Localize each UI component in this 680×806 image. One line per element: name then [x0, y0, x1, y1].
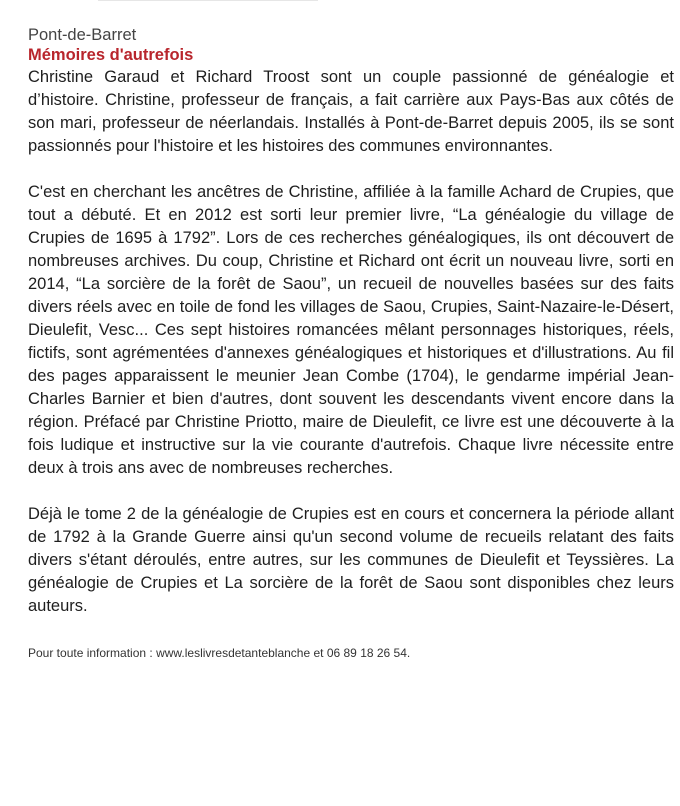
article-title: Mémoires d'autrefois: [28, 46, 194, 64]
contact-footer: Pour toute information : www.leslivresdetanteblanche et 06 89 18 26 54.: [28, 646, 411, 660]
article-paragraph-2: C'est en cherchant les ancêtres de Christine, affiliée à la famille Achard de Crupies, que tout a débuté. Et en 2012 est sorti leur premier livre, “La généalogie du village de Crupies de 1695 à 1792”. Lors de ces recherches généalogiques, ils ont découvert de nombreuses archives. Du coup, Christine et Richard ont écrit un nouveau livre, sorti en 2014, “La sorcière de la forêt de Saou”, un recueil de nouvelles basées sur des faits divers réels avec en toile de fond les villages de Saou, Crupies, Saint-Nazaire-le-Désert, Dieulefit, Vesc... Ces sept histoires romancées mêlant personnages historiques, réels, fictifs, sont agrémentées d'annexes généalogiques et historiques et d'illustrations. Au fil des pages apparaissent le meunier Jean Combe (1704), le gendarme impérial Jean-Charles Barnier et bien d'autres, dont souvent les descendants vivent encore dans la région. Préfacé par Christine Priotto, maire de Dieulefit, ce livre est une découverte à la fois ludique et instructive sur la vie courante d'autrefois. Chaque livre nécessite entre deux à trois ans avec de nombreuses recherches.: [28, 183, 674, 477]
article-paragraph-3: Déjà le tome 2 de la généalogie de Crupies est en cours et concernera la période allant de 1792 à la Grande Guerre ainsi qu'un second volume de recueils relatant des faits divers s'étant déroulés, entre autres, sur les communes de Dieulefit et Teyssières. La généalogie de Crupies et La sorcière de la forêt de Saou sont disponibles chez leurs auteurs.: [28, 505, 674, 615]
article-location: Pont-de-Barret: [28, 26, 137, 44]
article-paragraph-1: Christine Garaud et Richard Troost sont un couple passionné de généalogie et d’histoire. Christine, professeur de français, a fait carrière aux Pays-Bas aux côtés de son mari, professeur de néerlandais. Installés à Pont-de-Barret depuis 2005, ils se sont passionnés pour l'histoire et les histoires des communes environnantes.: [28, 68, 674, 155]
article: [28, 0, 674, 661]
top-divider: [98, 0, 318, 1]
